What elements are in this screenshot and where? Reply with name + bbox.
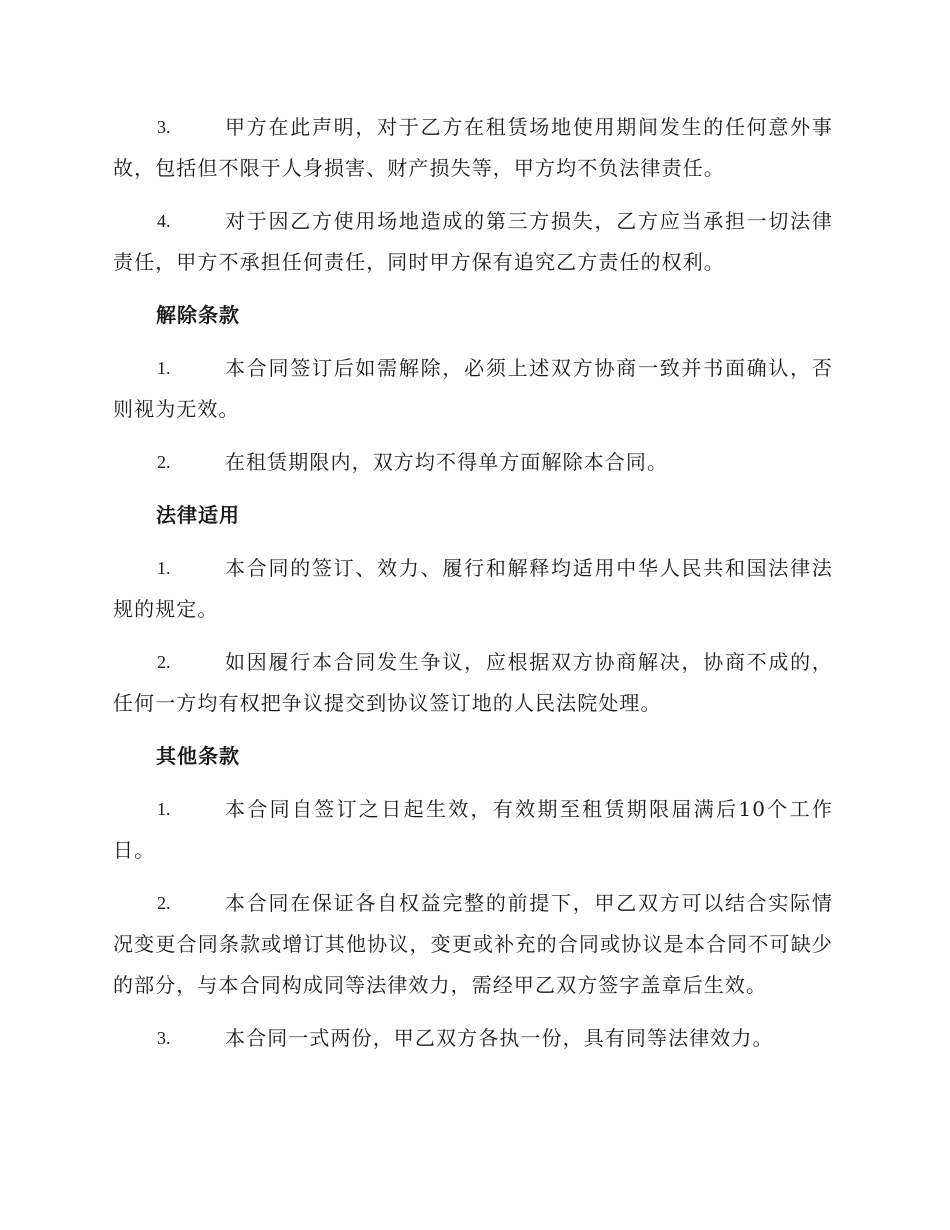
document-page — [113, 107, 833, 1071]
clause-number: 3. — [157, 117, 171, 137]
clause-number: 3. — [157, 1028, 171, 1048]
clause — [113, 883, 833, 1006]
section-heading-other-terms: 其他条款 — [156, 744, 240, 768]
clause-number: 1. — [157, 558, 171, 578]
section-heading-applicable-law: 法律适用 — [156, 503, 240, 527]
clause — [113, 107, 833, 189]
clause — [113, 789, 833, 871]
clause — [113, 442, 833, 483]
clause-text: 本合同签订后如需解除，必须上述双方协商一致并书面确认，否则视为无效。 — [113, 356, 833, 421]
clause-number: 1. — [157, 358, 171, 378]
clause-text: 对于因乙方使用场地造成的第三方损失，乙方应当承担一切法律责任，甲方不承担任何责任，同时甲方保有追究乙方责任的权利。 — [113, 209, 833, 274]
clause — [113, 348, 833, 430]
clause-number: 4. — [157, 211, 171, 231]
clause — [113, 642, 833, 724]
clause-text: 本合同在保证各自权益完整的前提下，甲乙双方可以结合实际情况变更合同条款或增订其他协议，变更或补充的合同或协议是本合同不可缺少的部分，与本合同构成同等法律效力，需经甲乙双方签字盖章后生效。 — [113, 891, 833, 997]
clause-text: 甲方在此声明，对于乙方在租赁场地使用期间发生的任何意外事故，包括但不限于人身损害、财产损失等，甲方均不负法律责任。 — [113, 115, 833, 180]
clause-number: 2. — [157, 893, 171, 913]
clause-text: 本合同一式两份，甲乙双方各执一份，具有同等法律效力。 — [225, 1026, 774, 1050]
clause-text: 本合同自签订之日起生效，有效期至租赁期限届满后10个工作日。 — [113, 797, 833, 862]
clause — [113, 201, 833, 283]
clause-number: 1. — [157, 799, 171, 819]
clause-text: 本合同的签订、效力、履行和解释均适用中华人民共和国法律法规的规定。 — [113, 556, 833, 621]
clause-number: 2. — [157, 652, 171, 672]
clause-text: 在租赁期限内，双方均不得单方面解除本合同。 — [225, 450, 669, 474]
section-heading-termination: 解除条款 — [156, 303, 240, 327]
clause — [113, 548, 833, 630]
clause-text: 如因履行本合同发生争议，应根据双方协商解决，协商不成的，任何一方均有权把争议提交到协议签订地的人民法院处理。 — [113, 650, 833, 715]
clause-number: 2. — [157, 452, 171, 472]
clause — [113, 1018, 833, 1059]
